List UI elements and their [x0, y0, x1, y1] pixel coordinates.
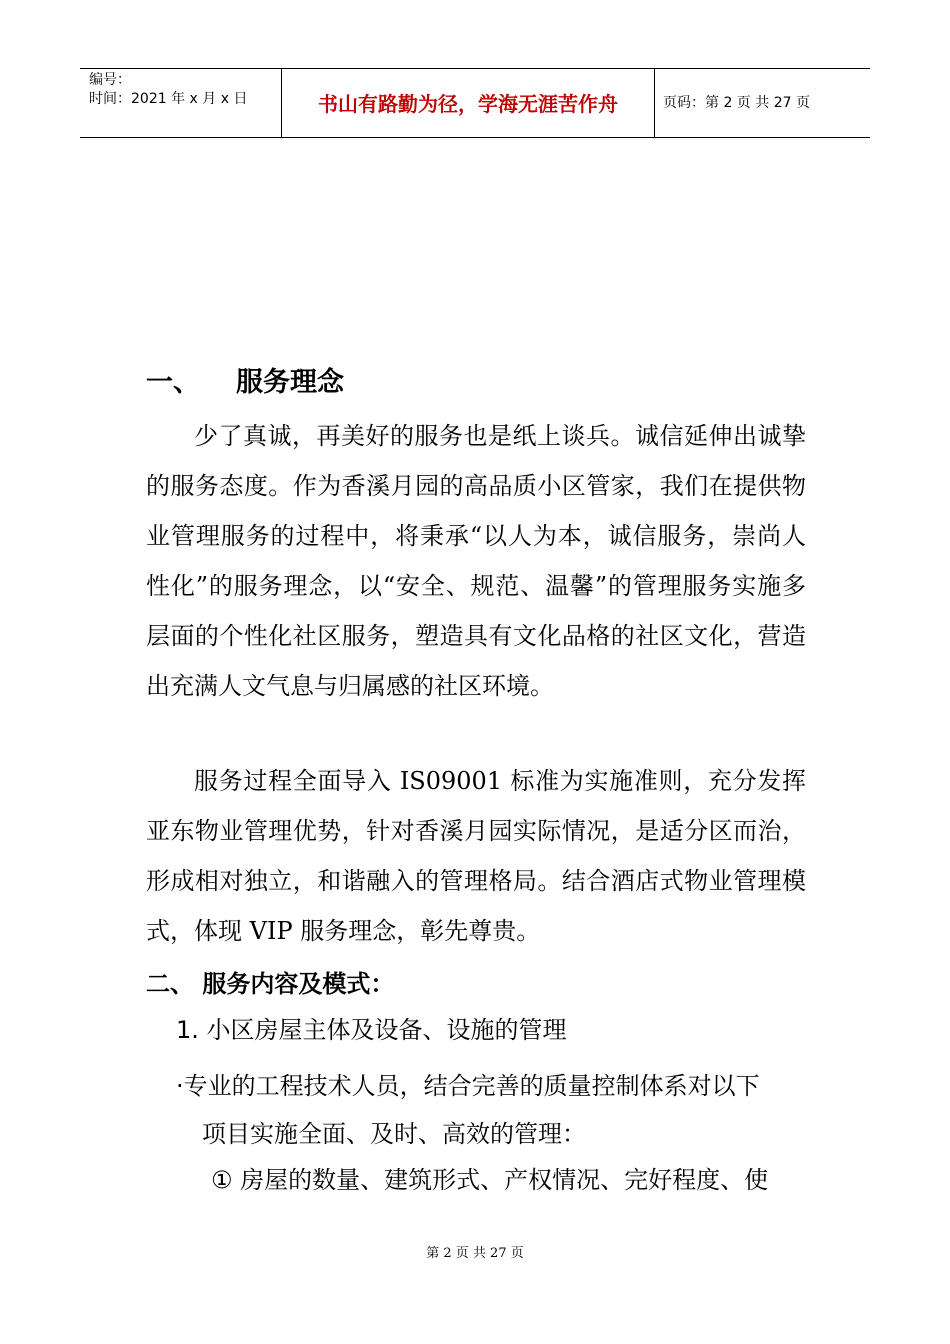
- section1-heading: [146, 365, 344, 401]
- header-motto-cell: [281, 69, 655, 137]
- subsection-heading: 1. 小区房屋主体及设备、设施的管理: [176, 1016, 567, 1044]
- section1-number: 一、: [146, 367, 200, 398]
- header-page-cell: [655, 69, 870, 137]
- service-philosophy-paragraph: 少了真诚，再美好的服务也是纸上谈兵。诚信延伸出诚挚的服务态度。作为香溪月园的高品质小区管家，我们在提供物业管理服务的过程中，将秉承“以人为本，诚信服务，崇尚人性化”的服务理念，以“安全、规范、温馨”的管理服务实施多层面的个性化社区服务，塑造具有文化品格的社区文化，营造出充满人文气息与归属感的社区环境。: [146, 422, 806, 700]
- header-page-info: 页码：第 2 页 共 27 页: [663, 95, 810, 111]
- iso-standard-paragraph: 服务过程全面导入 IS09001 标准为实施准则，充分发挥亚东物业管理优势，针对香溪月园实际情况，是适分区而治，形成相对独立，和谐融入的管理格局。结合酒店式物业管理模式，体现 VIP 服务理念，彰先尊贵。: [146, 767, 806, 945]
- document-header: [80, 68, 870, 138]
- page-footer: 第 2 页 共 27 页: [426, 1246, 524, 1261]
- date-line: 时间：2021 年 x 月 x 日: [89, 91, 248, 107]
- bullet-paragraph: [176, 1062, 806, 1158]
- bullet-line-1: ·专业的工程技术人员，结合完善的质量控制体系对以下: [176, 1072, 760, 1100]
- motto-text: 书山有路勤为径，学海无涯苦作舟: [318, 92, 618, 116]
- serial-number-label: 编号：: [89, 72, 131, 88]
- section2-heading: 二、 服务内容及模式：: [146, 970, 395, 998]
- header-meta-cell: [80, 69, 280, 137]
- section1-title: 服务理念: [236, 367, 344, 398]
- list-item: ① 房屋的数量、建筑形式、产权情况、完好程度、使: [211, 1166, 769, 1194]
- bullet-line-2: 项目实施全面、及时、高效的管理：: [202, 1120, 586, 1148]
